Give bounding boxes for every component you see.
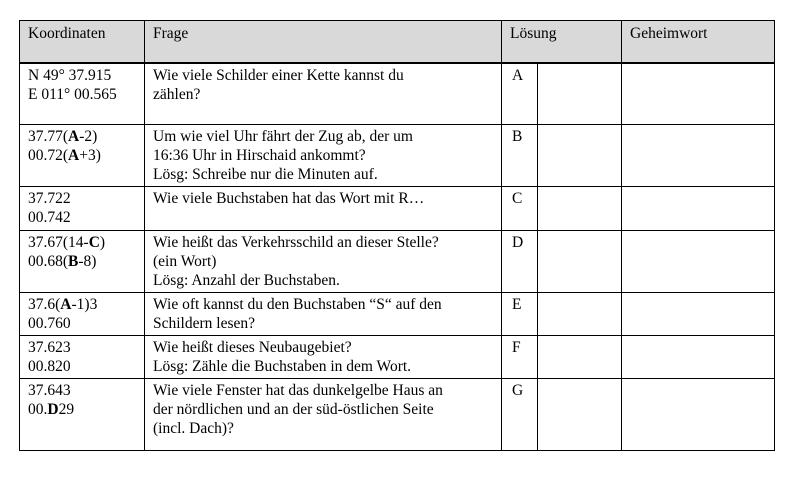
coord-text: -1)3 [71,296,98,313]
coord-text: -2) [79,128,98,145]
header-row [20,21,775,63]
question-line: Wie heißt dieses Neubaugebiet? [153,339,352,356]
question-line: 16:36 Uhr in Hirschaid ankommt? [153,147,366,164]
coordinate-line [28,295,138,314]
coordinate-line [28,146,138,165]
secret-word-cell [622,187,775,231]
solution-answer-cell [538,125,622,187]
question-cell [145,293,502,336]
coord-text: ) [99,234,106,251]
coordinate-line [28,400,138,419]
table-row [20,379,775,451]
question-line: Wie heißt das Verkehrsschild an dieser Stelle? [153,234,439,251]
solution-answer-cell [538,231,622,293]
coord-variable: D [47,401,59,418]
question-line: Lösg: Schreibe nur die Minuten auf. [153,166,378,183]
solution-answer-cell [538,187,622,231]
question-line: Um wie viel Uhr fährt der Zug ab, der um [153,128,413,145]
coordinate-line: 37.722 [28,190,71,207]
solution-letter: G [502,379,538,451]
header-loesung: Lösung [502,21,622,63]
table-row [20,293,775,336]
table-row [20,231,775,293]
solution-answer-cell [538,379,622,451]
question-cell [145,336,502,379]
header-koordinaten: Koordinaten [20,21,145,63]
coord-text: +3) [79,147,101,164]
coordinate-line [28,127,138,146]
solution-letter: F [502,336,538,379]
table-row [20,336,775,379]
coordinate-line: 37.643 [28,382,71,399]
coordinate-line: N 49° 37.915 [28,66,112,84]
coord-text: -8) [78,253,97,270]
coordinate-line: 00.820 [28,358,71,375]
question-line: Wie viele Schilder einer Kette kannst du [153,66,404,84]
coord-text: 37.6( [28,296,61,313]
solution-letter: A [502,63,538,125]
question-cell [145,187,502,231]
coord-text: 00. [28,401,48,418]
coord-variable: A [60,296,72,313]
secret-word-cell [622,293,775,336]
coordinate-line: E 011° 00.565 [28,85,117,103]
question-line: Schildern lesen? [153,315,256,332]
coord-text: 37.77( [28,128,69,145]
question-line: Lösg: Anzahl der Buchstaben. [153,272,340,289]
secret-word-cell [622,336,775,379]
solution-letter: C [502,187,538,231]
question-cell [145,63,502,125]
secret-word-cell [622,231,775,293]
header-geheimwort: Geheimwort [622,21,775,63]
coordinate-line: 00.760 [28,315,71,332]
coord-variable: A [68,147,80,164]
solution-letter: D [502,231,538,293]
secret-word-cell [622,63,775,125]
coord-variable: B [68,253,79,270]
coordinates-cell [20,336,145,379]
coord-text: 37.67(14- [28,234,89,251]
question-cell [145,379,502,451]
coord-variable: A [68,128,80,145]
coordinates-cell [20,187,145,231]
coordinate-line: 00.742 [28,209,71,226]
coordinates-cell [20,63,145,125]
question-line: (ein Wort) [153,253,217,270]
solution-answer-cell [538,336,622,379]
table-row [20,187,775,231]
coord-text: 00.72( [28,147,69,164]
coordinate-line [28,233,138,252]
question-line: Wie oft kannst du den Buchstaben “S“ auf den [153,296,442,313]
coord-variable: C [88,234,100,251]
question-line: (incl. Dach)? [153,420,234,437]
question-line: der nördlichen und an der süd-östlichen Seite [153,401,434,418]
question-line: Wie viele Fenster hat das dunkelgelbe Haus an [153,382,443,399]
solution-letter: B [502,125,538,187]
coordinates-cell [20,293,145,336]
question-line: Lösg: Zähle die Buchstaben in dem Wort. [153,358,412,375]
geocache-puzzle-table [19,20,775,451]
solution-letter: E [502,293,538,336]
secret-word-cell [622,125,775,187]
question-line: zählen? [153,85,201,103]
coordinate-line: 37.623 [28,339,71,356]
solution-answer-cell [538,63,622,125]
coord-text: 00.68( [28,253,69,270]
table-row [20,125,775,187]
question-cell [145,231,502,293]
question-cell [145,125,502,187]
header-frage: Frage [145,21,502,63]
solution-answer-cell [538,293,622,336]
coordinates-cell [20,125,145,187]
coordinates-cell [20,379,145,451]
question-line: Wie viele Buchstaben hat das Wort mit R… [153,190,425,207]
coordinate-line [28,252,138,271]
coord-text: 29 [58,401,75,418]
secret-word-cell [622,379,775,451]
coordinates-cell [20,231,145,293]
table-row [20,63,775,125]
